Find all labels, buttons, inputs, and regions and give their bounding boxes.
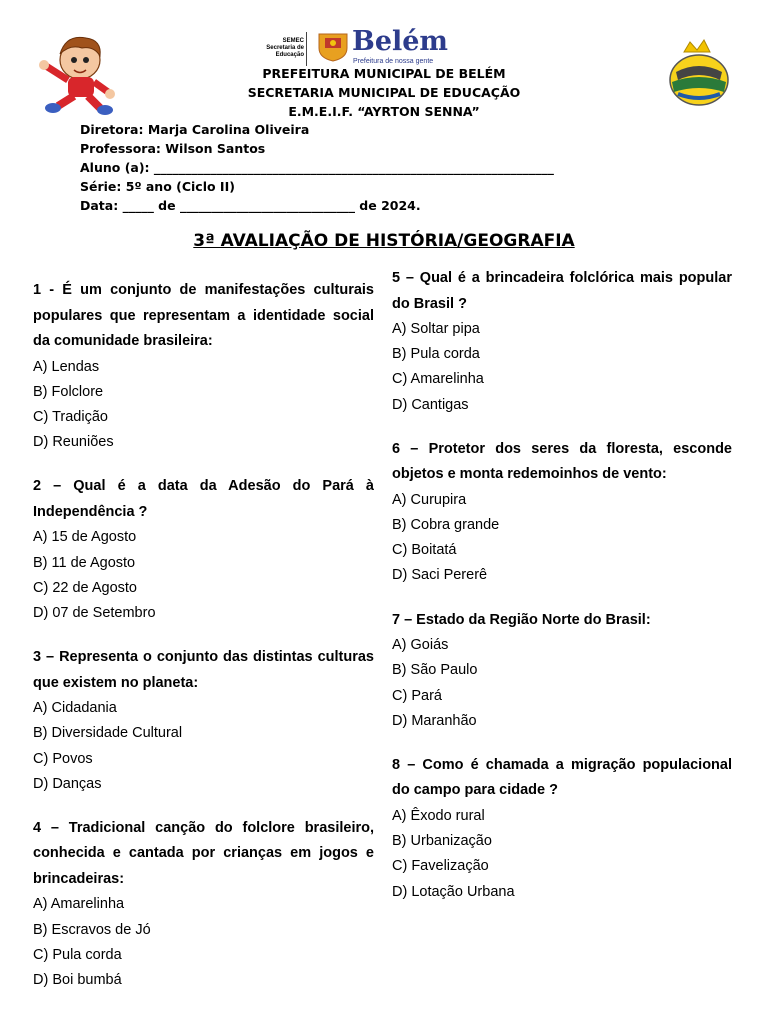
option: A) Êxodo rural (392, 807, 485, 824)
option: B) 11 de Agosto (33, 554, 136, 571)
option: D) Danças (33, 775, 102, 792)
option: B) Folclore (33, 383, 104, 400)
belem-crest-icon (316, 28, 350, 62)
option: A) 15 de Agosto (33, 529, 137, 546)
option: B) Pula corda (392, 346, 480, 363)
option: A) Curupira (392, 491, 467, 508)
belem-tagline: Prefeitura de nossa gente (353, 58, 434, 65)
question-text: 8 – Como é chamada a migração populacional do campo para cidade ? (392, 756, 732, 799)
option: A) Lendas (33, 358, 100, 375)
exam-title: 3ª AVALIAÇÃO DE HISTÓRIA/GEOGRAFIA (193, 231, 575, 251)
option: D) Lotação Urbana (392, 883, 515, 900)
question-7 (392, 608, 732, 734)
option: C) 22 de Agosto (33, 579, 137, 596)
question-4 (33, 816, 374, 993)
belem-brand: Belém (352, 26, 449, 57)
option: A) Goiás (392, 637, 449, 654)
option: D) 07 de Setembro (33, 604, 156, 621)
option: D) Cantigas (392, 396, 469, 413)
option: B) Escravos de Jó (33, 921, 151, 938)
option: C) Boitatá (392, 542, 457, 559)
option: C) Povos (33, 750, 93, 767)
option: D) Boi bumbá (33, 972, 122, 989)
option: B) Diversidade Cultural (33, 725, 183, 742)
option: D) Maranhão (392, 712, 477, 729)
option: B) Urbanização (392, 833, 492, 850)
option: C) Amarelinha (392, 371, 484, 388)
option: C) Pula corda (33, 946, 122, 963)
option: B) Cobra grande (392, 517, 500, 534)
header-line-secretaria: SECRETARIA MUNICIPAL DE EDUCAÇÃO (247, 85, 521, 100)
professora-line: Professora: Wilson Santos (80, 141, 266, 156)
data-line: Data: _____ de ____________________________ de 2024. (80, 198, 421, 213)
option: D) Reuniões (33, 434, 114, 451)
option: C) Pará (392, 687, 442, 704)
option: A) Cidadania (33, 700, 117, 717)
question-1 (33, 278, 374, 455)
semec-logo-text: SEMEC Secretaria de Educação (266, 38, 304, 58)
question-text: 2 – Qual é a data da Adesão do Pará à Independência ? (33, 478, 374, 520)
question-text: 5 – Qual é a brincadeira folclórica mais popular do Brasil ? (392, 270, 732, 312)
option: C) Tradição (33, 408, 108, 425)
option: A) Amarelinha (33, 896, 125, 913)
question-text: 3 – Representa o conjunto das distintas culturas que existem no planeta: (33, 649, 374, 691)
logo-divider (306, 32, 307, 66)
header-line-school: E.M.E.I.F. “AYRTON SENNA” (288, 104, 480, 119)
question-3 (33, 645, 374, 797)
option: D) Saci Pererê (392, 567, 488, 584)
question-8 (392, 753, 732, 905)
aluno-line: Aluno (a): ________________________________________________________________ (80, 160, 554, 175)
header-line-prefeitura: PREFEITURA MUNICIPAL DE BELÉM (262, 66, 506, 81)
option: C) Favelização (392, 858, 489, 875)
left-column (33, 278, 374, 1012)
question-5 (392, 266, 732, 418)
diretora-line: Diretora: Marja Carolina Oliveira (80, 122, 310, 137)
serie-line: Série: 5º ano (Ciclo II) (80, 179, 235, 194)
question-6 (392, 437, 732, 589)
question-text: 7 – Estado da Região Norte do Brasil: (392, 611, 651, 628)
question-text: 6 – Protetor dos seres da floresta, esconde objetos e monta redemoinhos de vento: (392, 440, 732, 483)
option: B) São Paulo (392, 662, 478, 679)
option: A) Soltar pipa (392, 321, 480, 337)
question-text: 1 - É um conjunto de manifestações culturais populares que representam a identidade social da comunidade brasileira: (33, 282, 374, 349)
right-column (392, 266, 732, 924)
question-text: 4 – Tradicional canção do folclore brasileiro, conhecida e cantada por crianças em jogos e brincadeiras: (33, 819, 374, 887)
question-2 (33, 474, 374, 626)
